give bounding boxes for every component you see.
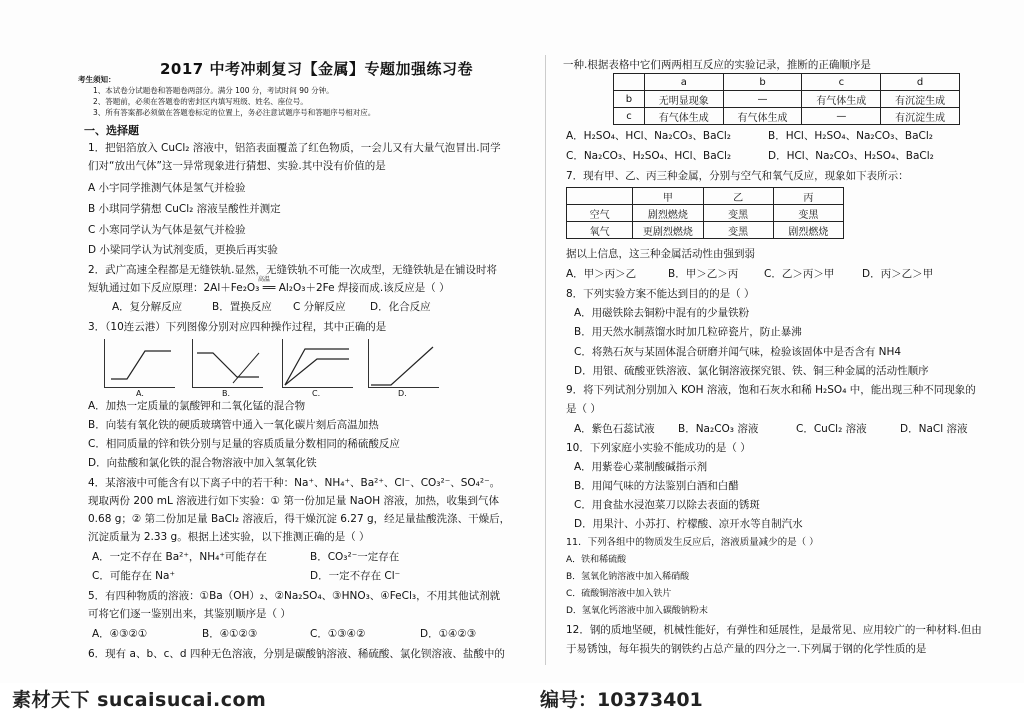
table-cell: 变黑 [773,205,843,222]
q8-option: D．用银、硫酸亚铁溶液、氯化铜溶液探究银、铁、铜三种金属的活动性顺序 [574,365,929,377]
notice-head: 考生须知： [78,75,116,84]
q7-option: B．甲＞乙＞丙 [668,268,739,280]
table-row [567,222,844,239]
table-cell: 甲 [633,188,703,205]
q11-stem: 11．下列各组中的物质发生反应后，溶液质量减少的是（ ） [566,537,819,548]
table-cell: 有气体生成 [644,108,723,125]
graph-caption: D. [398,389,407,398]
table-row [614,108,960,125]
notice-line: 3、所有答案都必须做在答题卷标定的位置上，务必注意试题序号和答题序号相对应。 [93,108,376,117]
table-cell: b [723,74,802,91]
table-cell: 更剧烈燃烧 [633,222,703,239]
table-cell: — [723,91,802,108]
column-divider [545,55,546,665]
q8-option: B．用天然水制蒸馏水时加几粒碎瓷片，防止暴沸 [574,326,802,338]
q3-stem: 3．（10连云港）下列图像分别对应四种操作过程，其中正确的是 [88,321,387,333]
q6-option: B．HCl、H₂SO₄、Na₂CO₃、BaCl₂ [768,130,933,142]
table-cell [567,188,633,205]
table-cell: 有沉淀生成 [881,108,960,125]
table-cell: 空气 [567,205,633,222]
q2-option: C 分解反应 [293,301,346,313]
page-title: 2017 中考冲刺复习【金属】专题加强练习卷 [160,60,473,78]
graph-c [282,339,353,388]
graph-b [192,339,263,388]
table-cell: 有气体生成 [723,108,802,125]
q8-stem: 8．下列实验方案不能达到目的的是（ ） [566,288,755,300]
q6-reaction-table [613,73,960,125]
table-cell [614,74,645,91]
table-cell: 氧气 [567,222,633,239]
notice-line: 1、本试卷分试题卷和答题卷两部分。满分 100 分，考试时间 90 分钟。 [93,86,334,95]
q7-option: C．乙＞丙＞甲 [764,268,835,280]
q9-stem: 9．将下列试剂分别加入 KOH 溶液，饱和石灰水和稀 H₂SO₄ 中，能出现三种不同现象的 [566,384,976,396]
table-cell: a [644,74,723,91]
q4-option: A．一定不存在 Ba²⁺，NH₄⁺可能存在 [92,551,267,563]
q9-stem: 是（ ） [566,403,601,415]
q9-option: A．紫色石蕊试液 [574,423,655,435]
graph-d-curve [369,339,439,387]
q3-option: B．向装有氧化铁的硬质玻璃管中通入一氧化碳片刻后高温加热 [88,419,379,431]
q3-option: C．相同质量的锌和铁分别与足量的容质质量分数相同的稀硫酸反应 [88,438,400,450]
q3-option: D．向盐酸和氯化铁的混合物溶液中加入氢氧化铁 [88,457,317,469]
q1-option: C 小寒同学认为气体是氨气并检验 [88,224,246,236]
q11-option: D．氢氧化钙溶液中加入碳酸钠粉末 [566,606,708,616]
table-cell: b [614,91,645,108]
q5-stem: 可将它们逐一鉴别出来，其鉴别顺序是（ ） [88,608,291,620]
q8-option: C．将熟石灰与某固体混合研磨并闻气味，检验该固体中是否含有 NH4 [574,346,902,358]
table-row [614,91,960,108]
q6-stem: 一种.根据表格中它们两两相互反应的实验记录，推断的正确顺序是 [563,59,871,71]
q4-stem: 4．某溶液中可能含有以下离子中的若干种：Na⁺、NH₄⁺、Ba²⁺、Cl⁻、CO₃²⁻、SO₄²⁻。 [88,477,501,489]
graph-caption: A. [136,389,144,398]
table-cell: 变黑 [703,222,773,239]
q10-option: D．用果汁、小苏打、柠檬酸、凉开水等自制汽水 [574,518,803,530]
table-row [614,74,960,91]
graph-d [368,339,439,388]
q5-option: A．④③②① [92,628,148,640]
q1-option: B 小琪同学猜想 CuCl₂ 溶液呈酸性并测定 [88,203,281,215]
watermark-site: 素材天下 sucaisucai.com [12,689,267,711]
reaction-condition: 高温 [258,276,271,283]
q5-option: C．①③④② [310,628,366,640]
q6-option: C．Na₂CO₃、H₂SO₄、HCl、BaCl₂ [566,150,732,162]
watermark-code: 编号：10373401 [540,689,703,711]
q6-option: A．H₂SO₄、HCl、Na₂CO₃、BaCl₂ [566,130,731,142]
q5-stem: 5．有四种物质的溶液：①Ba（OH）₂、②Na₂SO₄、③HNO₃、④FeCl₃，不用其他试剂就 [88,590,501,602]
section-heading: 一、选择题 [84,124,139,137]
notice-line: 2、答题前，必须在答题卷的密封区内填写班级、姓名、座位号。 [93,97,308,106]
graph-caption: C. [312,389,321,398]
q1-stem: 1．把铝箔放入 CuCl₂ 溶液中，铝箔表面覆盖了红色物质，一会儿又有大量气泡冒出.同学 [88,142,501,154]
q4-option: D．一定不存在 Cl⁻ [310,570,401,582]
q2-stem: 短轨通过如下反应原理：2Al＋Fe₂O₃ ══ Al₂O₃＋2Fe 焊接而成.该反应是（ ） [88,282,450,294]
table-cell: c [802,74,881,91]
q2-option: D．化合反应 [370,301,431,313]
q2-stem: 2．武广高速全程都是无缝铁轨.显然，无缝铁轨不可能一次成型，无缝铁轨是在铺设时将 [88,264,498,276]
q4-stem: 现取两份 200 mL 溶液进行如下实验：① 第一份加足量 NaOH 溶液，加热，收集到气体 [88,495,500,507]
table-cell: 乙 [703,188,773,205]
q7-option: D．丙＞乙＞甲 [862,268,934,280]
q4-stem: 沉淀质量为 2.33 g。根据上述实验，以下推测正确的是（ ） [88,531,370,543]
table-row [567,188,844,205]
q11-option: B．氢氧化钠溶液中加入稀硝酸 [566,572,690,582]
q6-stem: 6．现有 a、b、c、d 四种无色溶液，分别是碳酸钠溶液、稀硫酸、氯化钡溶液、盐酸中的 [88,648,505,660]
q7-metal-table [566,187,844,239]
q1-option: A 小宇同学推测气体是氢气并检验 [88,182,246,194]
q5-option: D．①④②③ [420,628,477,640]
table-cell: 剧烈燃烧 [633,205,703,222]
graph-caption: B. [222,389,231,398]
q10-option: A．用紫卷心菜制酸碱指示剂 [574,461,708,473]
q8-option: A．用磁铁除去铜粉中混有的少量铁粉 [574,307,750,319]
q7-option: A．甲＞丙＞乙 [566,268,637,280]
q3-option: A．加热一定质量的氯酸钾和二氧化锰的混合物 [88,400,306,412]
q11-option: A．铁和稀硫酸 [566,555,627,565]
q2-option: B．置换反应 [212,301,272,313]
graph-b-curve [193,339,263,387]
table-cell: 变黑 [703,205,773,222]
table-cell: 剧烈燃烧 [773,222,843,239]
table-cell: d [881,74,960,91]
q12-stem: 12．钢的质地坚硬，机械性能好，有弹性和延展性，是最常见、应用较广的一种材料.但由 [566,624,982,636]
q9-option: B．Na₂CO₃ 溶液 [678,423,759,435]
q1-option: D 小梁同学认为试剂变质，更换后再实验 [88,244,278,256]
q10-option: B．用闻气味的方法鉴别白酒和白醋 [574,480,739,492]
table-cell: c [614,108,645,125]
q9-option: C．CuCl₂ 溶液 [796,423,867,435]
table-row [567,205,844,222]
q5-option: B．④①②③ [202,628,258,640]
q4-stem: 0.68 g；② 第二份加足量 BaCl₂ 溶液后，得干燥沉淀 6.27 g，经足量盐酸洗涤、干燥后， [88,513,511,525]
q6-option: D．HCl、Na₂CO₃、H₂SO₄、BaCl₂ [768,150,934,162]
graph-c-curve [283,339,353,387]
table-cell: 丙 [773,188,843,205]
table-cell: 有沉淀生成 [881,91,960,108]
q7-stem: 据以上信息，这三种金属活动性由强到弱 [566,248,755,260]
q7-stem: 7．现有甲、乙、丙三种金属，分别与空气和氧气反应，现象如下表所示： [566,170,909,182]
q12-stem: 于易锈蚀，每年损失的钢铁约占总产量的四分之一.下列属于钢的化学性质的是 [566,643,927,655]
q2-option: A．复分解反应 [112,301,183,313]
q4-option: B．CO₃²⁻一定存在 [310,551,400,563]
q11-option: C．硫酸铜溶液中加入铁片 [566,589,672,599]
table-cell: — [802,108,881,125]
table-cell: 无明显现象 [644,91,723,108]
q10-option: C．用食盐水浸泡菜刀以除去表面的锈斑 [574,499,760,511]
table-cell: 有气体生成 [802,91,881,108]
q9-option: D．NaCl 溶液 [900,423,968,435]
graph-a-curve [105,339,175,387]
graph-a [104,339,175,388]
q4-option: C．可能存在 Na⁺ [92,570,176,582]
q1-stem: 们对“放出气体”这一异常现象进行猜想、实验.其中没有价值的是 [88,160,386,172]
q10-stem: 10．下列家庭小实验不能成功的是（ ） [566,442,751,454]
